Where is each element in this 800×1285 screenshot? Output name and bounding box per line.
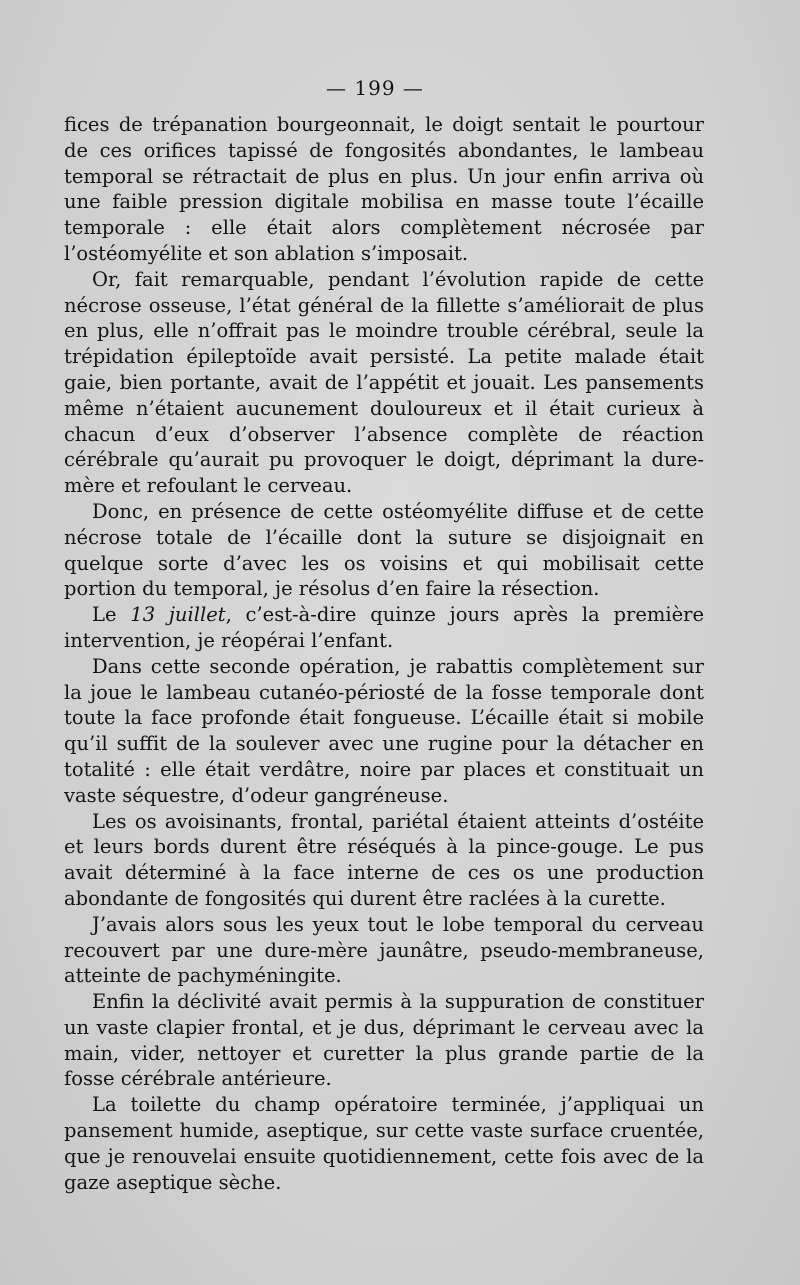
paragraph-text: , c’est-à-dire quinze jours après la première intervention, je réopérai l’enfant. bbox=[64, 603, 704, 652]
paragraph: Or, fait remarquable, pendant l’évolution rapide de cette nécrose osseuse, l’état général de la fillette s’améliorait de plus en plus, elle n’offrait pas le moindre trouble cérébral, seule la trépidation épileptoïde avait persisté. La petite malade était gaie, bien portante, avait de l’appétit et jouait. Les pansements même n’étaient aucunement douloureux et il était curieux à chacun d’eux d’observer l’absence complète de réaction cérébrale qu’aurait pu provoquer le doigt, déprimant la dure-mère et refoulant le cerveau. bbox=[64, 267, 704, 498]
paragraph: Donc, en présence de cette ostéomyélite diffuse et de cette nécrose totale de l’écaille dont la suture se disjoignait en quelque sorte d’avec les os voisins et qui mobilisait cette portion du temporal, je résolus d’en faire la résection. bbox=[64, 499, 704, 601]
paragraph-continued: fices de trépanation bourgeonnait, le doigt sentait le pourtour de ces orifices tapissé de fongosités abondantes, le lambeau temporal se rétractait de plus en plus. Un jour enfin arriva où une faible pression digitale mobilisa en masse toute l’écaille temporale : elle était alors complètement nécrosée par l’ostéomyélite et son ablation s’imposait. bbox=[64, 113, 704, 265]
paragraph-date bbox=[64, 602, 704, 654]
date-italic: 13 juillet bbox=[130, 603, 226, 627]
paragraph-text: Le bbox=[92, 603, 131, 627]
paragraph: Enfin la déclivité avait permis à la suppuration de constituer un vaste clapier frontal, et je dus, déprimant le cerveau avec la main, vider, nettoyer et curetter la plus grande partie de la fosse cérébrale antérieure. bbox=[64, 990, 704, 1091]
page-number: — 199 — bbox=[326, 76, 424, 100]
body-text bbox=[64, 112, 704, 1195]
paragraph: Les os avoisinants, frontal, pariétal étaient atteints d’ostéite et leurs bords durent être réséqués à la pince-gouge. Le pus avait déterminé à la face interne de ces os une production abondante de fongosités qui durent être raclées à la curette. bbox=[64, 809, 704, 910]
paragraph: La toilette du champ opératoire terminée, j’appliquai un pansement humide, aseptique, sur cette vaste surface cruentée, que je renouvelai ensuite quotidiennement, cette fois avec de la gaze aseptique sèche. bbox=[64, 1093, 704, 1194]
paragraph: Dans cette seconde opération, je rabattis complètement sur la joue le lambeau cutanéo-périosté de la fosse temporale dont toute la face profonde était fongueuse. L’écaille était si mobile qu’il suffit de la soulever avec une rugine pour la détacher en totalité : elle était verdâtre, noire par places et constituait un vaste séquestre, d’odeur gangréneuse. bbox=[64, 654, 704, 807]
paragraph: J’avais alors sous les yeux tout le lobe temporal du cerveau recouvert par une dure-mère jaunâtre, pseudo-membraneuse, atteinte de pachyméningite. bbox=[64, 912, 704, 988]
